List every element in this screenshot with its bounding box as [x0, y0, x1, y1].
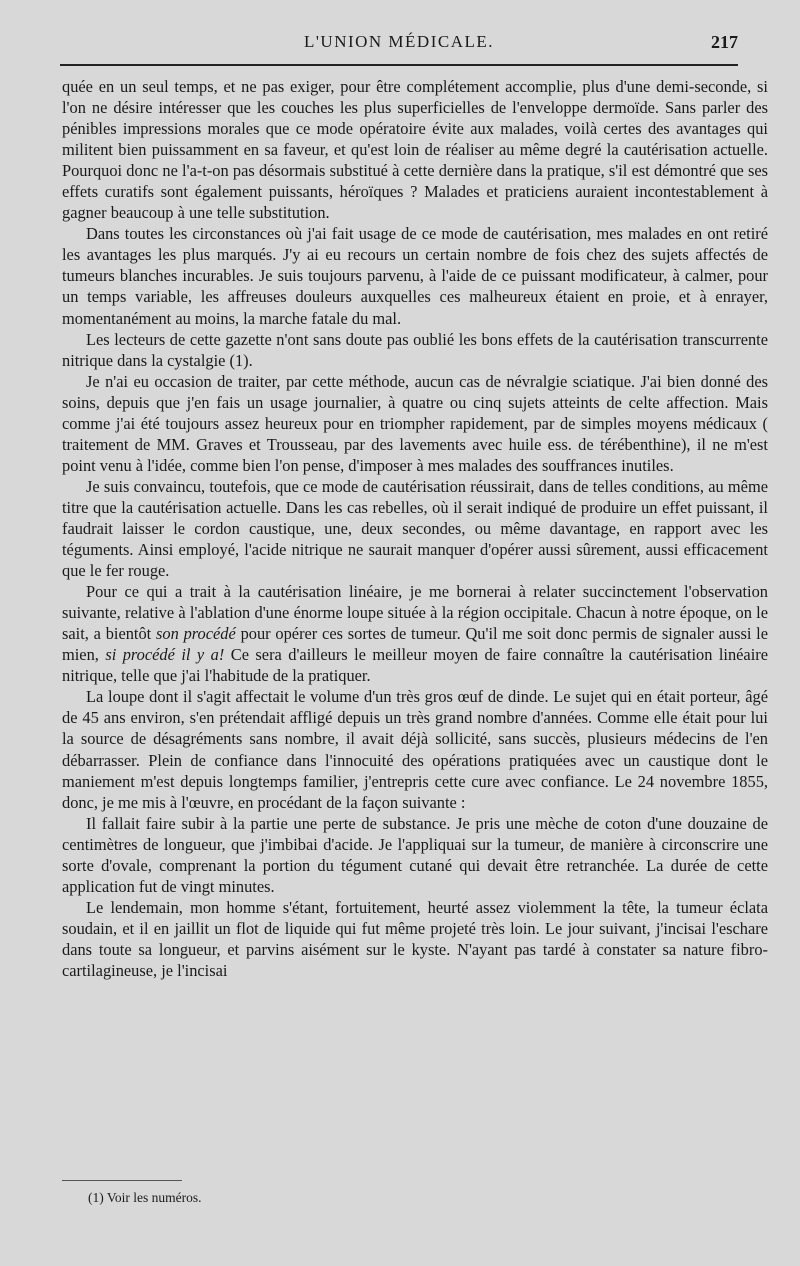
page-number: 217	[711, 32, 738, 52]
paragraph-5: Je suis convaincu, toutefois, que ce mode de cautérisation réussirait, dans de telles conditions, au même titre que la cautérisation actuelle. Dans les cas rebelles, où il serait indiqué de produire un effet puissant, il faudrait laisser le cordon caustique, une, deux secondes, ou même davantage, en rapport avec les téguments. Ainsi employé, l'acide nitrique ne saurait manquer d'opérer aussi sûrement, aussi efficacement que le fer rouge.	[62, 476, 768, 581]
paragraph-2: Dans toutes les circonstances où j'ai fait usage de ce mode de cautérisation, mes malades en ont retiré les avantages les plus marqués. J'y ai eu recours un certain nombre de fois chez des sujets affectés de tumeurs blanches incurables. Je suis toujours parvenu, à l'aide de ce puissant modificateur, à calmer, pour un temps variable, les affreuses douleurs auxquelles ces malheureux étaient en proie, et à enrayer, momentanément au moins, la marche fatale du mal.	[62, 224, 768, 328]
paragraph-1: quée en un seul temps, et ne pas exiger, pour être complétement accomplie, plus d'une demi-seconde, si l'on ne désire intéresser que les couches les plus superficielles de l'enveloppe dermoïde. Sans parler des pénibles impressions morales que ce mode opératoire évite aux malades, voilà certes des avantages qui militent bien puissamment en sa faveur, et qu'est loin de réaliser au même degré la cautérisation actuelle. Pourquoi donc ne l'a-t-on pas désormais substitué à cette dernière dans la pratique, s'il est démontré que ses effets curatifs sont également puissants, héroïques ? Malades et praticiens auraient incontestablement à gagner beaucoup à une telle substitution.	[62, 77, 768, 223]
footnote: (1) Voir les numéros.	[88, 1190, 202, 1205]
paragraph-3: Les lecteurs de cette gazette n'ont sans doute pas oublié les bons effets de la cautérisation transcurrente nitrique dans la cystalgie (1).	[62, 329, 768, 370]
paragraph-7: La loupe dont il s'agit affectait le volume d'un très gros œuf de dinde. Le sujet qui en était porteur, âgé de 45 ans environ, s'en prétendait affligé depuis un très grand nombre d'années. Comme elle était pour lui la source de désagréments sans nombre, il avait déjà sollicité, sans succès, plusieurs médecins de l'en débarrasser. Plein de confiance dans l'innocuité des opérations pratiquées avec un caustique dont le maniement m'est depuis longtemps familier, j'entrepris cette cure avec confiance. Le 24 novembre 1855, donc, je me mis à l'œuvre, en procédant de la façon suivante :	[62, 687, 768, 812]
footnote-rule	[62, 1180, 182, 1181]
paragraph-4: Je n'ai eu occasion de traiter, par cette méthode, aucun cas de névralgie sciatique. J'ai bien donné des soins, depuis que j'en fais un usage journalier, à quatre ou cinq sujets atteints de celte affection. Mais comme j'ai été toujours assez heureux pour en triompher rapidement, par de simples moyens médicaux ( traitement de MM. Graves et Trousseau, par des lavements avec huile ess. de térébenthine), il ne m'est point venu à l'idée, comme bien l'on pense, d'imposer à mes malades des souffrances inutiles.	[62, 371, 768, 475]
paragraph-6: Pour ce qui a trait à la cautérisation linéaire, je me bornerai à relater succinctement l'observation suivante, relative à l'ablation d'une énorme loupe située à la région occipitale. Chacun à notre époque, on le sait, a bientôt son procédé pour opérer ces sortes de tumeur. Qu'il me soit donc permis de signaler aussi le mien, si procédé il y a! Ce sera d'ailleurs le meilleur moyen de faire connaître la cautérisation linéaire nitrique, telle que j'ai l'habitude de la pratiquer.	[62, 582, 769, 686]
header-rule	[60, 64, 738, 66]
paragraph-9: Le lendemain, mon homme s'étant, fortuitement, heurté assez violemment la tête, la tumeur éclata soudain, et il en jaillit un flot de liquide qui fut même projeté très loin. Le jour suivant, j'incisai l'eschare dans toute sa longueur, et parvins aisément sur le kyste. N'ayant pas tardé à constater sa nature fibro-cartilagineuse, je l'incisai	[62, 897, 768, 980]
journal-title: L'UNION MÉDICALE.	[303, 32, 495, 51]
running-header	[60, 32, 738, 58]
paragraph-8: Il fallait faire subir à la partie une perte de substance. Je pris une mèche de coton d'une douzaine de centimètres de longueur, que j'imbibai d'acide. Je l'appliquai sur la tumeur, de manière à circonscrire une sorte d'ovale, comprenant la portion du tégument cutané qui devait être retranchée. La durée de cette application fut de vingt minutes.	[62, 813, 768, 896]
article-body	[62, 76, 768, 981]
